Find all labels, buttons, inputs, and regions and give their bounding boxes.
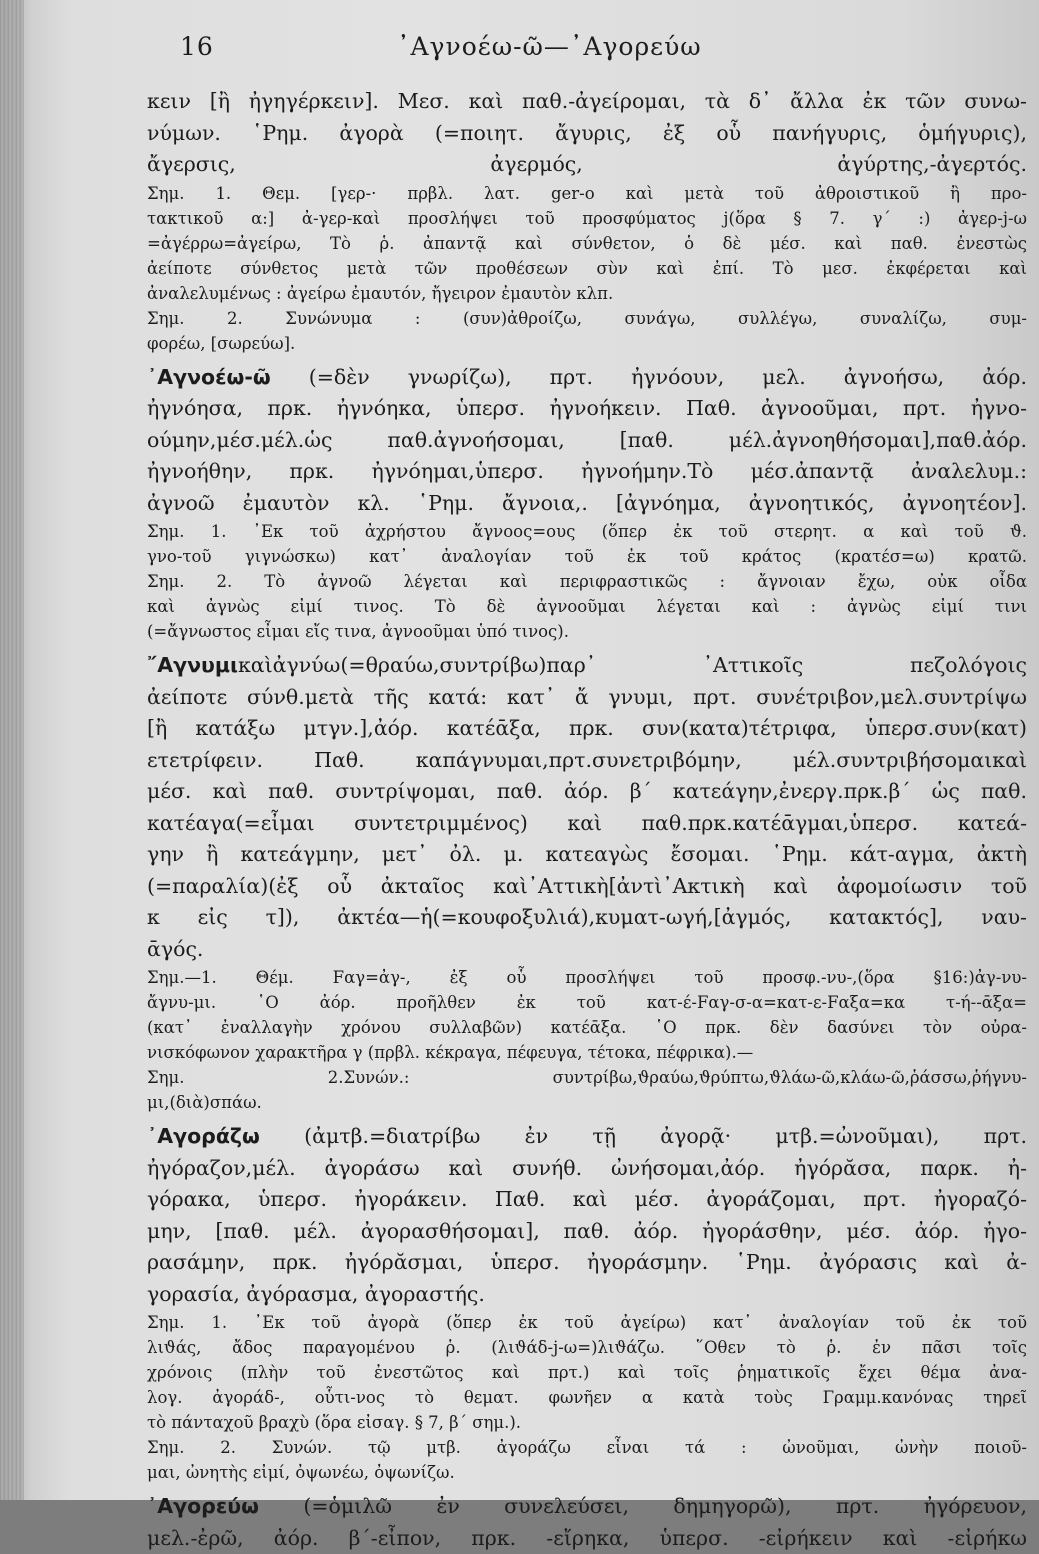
line-text: κατέαγα(=εἶμαι συντετριμμένος) καὶ παθ.πρκ.κατέᾱγμαι,ὑπερσ. κατεά-: [147, 811, 1027, 835]
line-text: μι,(διὰ)σπάω.: [147, 1093, 262, 1112]
line-text: (ἀμτβ.=διατρίβω ἐν τῇ ἀγορᾷ· μτβ.=ὠνοῦμαι), πρτ.: [260, 1124, 1027, 1148]
line-text: ετετρίφειν. Παθ. καπάγνυμαι,πρτ.συνετριβόμην, μέλ.συντριβήσομαικαὶ: [147, 748, 1027, 772]
entry-line: [147, 118, 1027, 150]
line-text: κ εἰς τ]), ἀκτέα—ἡ(=κουφοξυλιά),κυματ-ωγή,[ἀγμός, κατακτός], ναυ-: [147, 905, 1027, 929]
entry-line: [147, 713, 1027, 745]
entry-line: [147, 745, 1027, 777]
entry-headword: ᾿Αγορεύω: [147, 1494, 259, 1518]
line-text: νισκόφωνον χαρακτῆρα γ (πρβλ. κέκραγα, πέφευγα, τέτοκα, πέφρικα).—: [147, 1043, 753, 1062]
page-edge-shadow: [0, 0, 24, 1500]
entry-line: [147, 839, 1027, 871]
line-text: ἄγνυ-μι. ῾Ο ἀόρ. προῆλθεν ἐκ τοῦ κατ-έ-Fαγ-σ-α=κατ-ε-Fαξα=κα τ-ή--ᾱξα=: [147, 993, 1027, 1012]
note-line: [147, 594, 1027, 619]
note-line: [147, 331, 1027, 356]
entry-line: [147, 1491, 1027, 1523]
entry-line: [147, 871, 1027, 903]
entry-line: [147, 650, 1027, 682]
line-text: λιϑάς, ἄδος παραγομένου ῥ. (λιϑάδ-j-ω=)λιϑάζω. ῞Οθεν τὸ ῥ. ἐν πᾶσι τοῖς: [147, 1338, 1027, 1357]
note-line: [147, 1090, 1027, 1115]
entry-line: [147, 1523, 1027, 1554]
line-text: τακτικοῦ α:] ἀ-γερ-καὶ προσλήψει τοῦ προσφύματος j(ὅρα § 7. γ΄ :) ἀγερ-j-ω: [147, 209, 1027, 228]
line-text: γορασία, ἀγόρασμα, ἀγοραστής.: [147, 1282, 485, 1306]
line-text: Σημ. 2. Συνών. τῷ μτβ. ἀγοράζω εἶναι τά : ὠνοῦμαι, ὠνὴν ποιοῦ-: [147, 1438, 1027, 1457]
line-text: Σημ.—1. Θέμ. Fαγ=ἀγ-, ἐξ οὗ προσλήψει τοῦ προσφ.-νυ-,(ὅρα §16:)ἀγ-νυ-: [147, 968, 1027, 987]
entry-line: [147, 393, 1027, 425]
line-text: καὶ ἀγνὼς εἰμί τινος. Τὸ δὲ ἀγνοοῦμαι λέγεται καὶ : ἀγνὼς εἰμί τινι: [147, 597, 1027, 616]
note-line: [147, 231, 1027, 256]
line-text: λογ. ἀγοράδ-, οὗτι-νος τὸ θεματ. φωνῆεν α κατὰ τοὺς Γραμμ.κανόνας τηρεῖ: [147, 1388, 1027, 1407]
line-text: ούμην,μέσ.μέλ.ὡς παθ.ἀγνοήσομαι, [παθ. μέλ.ἀγνοηθήσομαι],παθ.ἀόρ.: [147, 428, 1027, 452]
note-line: [147, 1410, 1027, 1435]
line-text: (κατ᾿ ἐναλλαγὴν χρόνου συλλαβῶν) κατέᾱξα. ῾Ο πρκ. δὲν δασύνει τὸν οὐρα-: [147, 1018, 1027, 1037]
line-text: ἠγόραζον,μέλ. ἀγοράσω καὶ συνήθ. ὠνήσομαι,ἀόρ. ἠγόρᾰσα, παρκ. ἠ-: [147, 1156, 1027, 1180]
entry-line: [147, 808, 1027, 840]
note-line: [147, 1015, 1027, 1040]
line-text: (=ἄγνωστος εἶμαι εἴς τινα, ἀγνοοῦμαι ὑπό τινος).: [147, 622, 569, 641]
entry-line: [147, 86, 1027, 118]
line-text: ἄγερσις, ἀγερμός, ἀγύρτης,-ἀγερτός.: [147, 152, 1027, 176]
entry-line: [147, 362, 1027, 394]
line-text: μαι, ὠνητὴς εἰμί, ὀψωνέω, ὀψωνίζω.: [147, 1463, 455, 1482]
entry-line: [147, 1279, 1027, 1311]
line-text: ρασάμην, πρκ. ἠγόρᾰσμαι, ὑπερσ. ἠγοράσμην. ῾Ρημ. ἀγόρασις καὶ ἀ-: [147, 1250, 1027, 1274]
note-line: [147, 1385, 1027, 1410]
entry-line: [147, 488, 1027, 520]
entry-line: [147, 456, 1027, 488]
line-text: γόρακα, ὑπερσ. ἠγοράκειν. Παθ. καὶ μέσ. ἀγοράζομαι, πρτ. ἠγοραζό-: [147, 1187, 1027, 1211]
line-text: (=παραλία)(ἐξ οὗ ἀκταῖος καὶ᾿Αττικὴ[ἀντὶ᾿Ακτικὴ καὶ ἀφομοίωσιν τοῦ: [147, 874, 1027, 898]
line-text: ἠγνοήθην, πρκ. ἠγνόημαι,ὑπερσ. ἠγνοήμην.Τὸ μέσ.ἀπαντᾷ ἀναλελυμ.:: [147, 459, 1027, 483]
note-line: [147, 990, 1027, 1015]
line-text: μην, [παθ. μέλ. ἀγορασθήσομαι], παθ. ἀόρ. ἠγοράσθην, μέσ. ἀόρ. ἠγο-: [147, 1219, 1027, 1243]
note-line: [147, 544, 1027, 569]
line-text: (=ὁμιλῶ ἐν συνελεύσει, δημηγορῶ), πρτ. ἠγόρευον,: [259, 1494, 1027, 1518]
line-text: ἀναλελυμένως : ἀγείρω ἐμαυτόν, ἤγειρον ἐμαυτὸν κλπ.: [147, 284, 613, 303]
line-text: καὶἀγνύω(=θραύω,συντρίβω)παρ᾿ ᾿Αττικοῖς πεζολόγοις: [238, 653, 1027, 677]
note-line: [147, 569, 1027, 594]
note-line: [147, 306, 1027, 331]
line-text: ἀγνοῶ ἐμαυτὸν κλ. ῾Ρημ. ἄγνοια,. [ἀγνόημα, ἀγνοητικός, ἀγνοητέον].: [147, 491, 1027, 515]
note-line: [147, 1460, 1027, 1485]
line-text: Σημ. 1. ᾿Εκ τοῦ ἀχρήστου ἄγνοος=ους (ὅπερ ἐκ τοῦ στερητ. α καὶ τοῦ ϑ.: [147, 522, 1027, 541]
entry-line: [147, 1153, 1027, 1185]
line-text: φορέω, [σωρεύω].: [147, 334, 295, 353]
line-text: ἀείποτε σύνθ.μετὰ τῆς κατά: κατ᾿ ἄ γνυμι, πρτ. συνέτριβον,μελ.συντρίψω: [147, 685, 1027, 709]
entry-headword: ᾿Αγνοέω-ῶ: [147, 365, 271, 389]
line-text: ἠγνόησα, πρκ. ἠγνόηκα, ὑπερσ. ἠγνοήκειν. Παθ. ἀγνοοῦμαι, πρτ. ἠγνο-: [147, 396, 1027, 420]
entry-line: [147, 682, 1027, 714]
line-text: =ἀγέρρω=ἀγείρω, Τὸ ῥ. ἀπαντᾷ καὶ σύνθετον, ὁ δὲ μέσ. καὶ παθ. ἐνεστὼς: [147, 234, 1027, 253]
line-text: [ἢ κατάξω μτγν.],ἀόρ. κατέᾱξα, πρκ. συν(κατα)τέτριφα, ὑπερσ.συν(κατ): [147, 716, 1027, 740]
entry-line: [147, 902, 1027, 934]
entry-line: [147, 149, 1027, 181]
entry-headword: ᾿Αγοράζω: [147, 1124, 260, 1148]
note-line: [147, 206, 1027, 231]
line-text: Σημ. 1. Θεμ. [γερ-· πρβλ. λατ. ger-o καὶ μετὰ τοῦ ἀθροιστικοῦ ἢ προ-: [147, 184, 1027, 203]
note-line: [147, 619, 1027, 644]
running-head: ᾿Αγνοέω-ῶ—᾿Αγορεύω: [397, 32, 702, 61]
line-text: Σημ. 2. Τὸ ἀγνοῶ λέγεται καὶ περιφραστικῶς : ἄγνοιαν ἔχω, οὐκ οἶδα: [147, 572, 1027, 591]
note-line: [147, 1310, 1027, 1335]
line-text: κειν [ἢ ἠγηγέρκειν]. Μεσ. καὶ παθ.-ἀγείρομαι, τὰ δ᾿ ἄλλα ἐκ τῶν συνω-: [147, 89, 1027, 113]
line-text: γνο-τοῦ γιγνώσκω) κατ᾿ ἀναλογίαν τοῦ ἐκ τοῦ κράτος (κρατέσ=ω) κρατῶ.: [147, 547, 1027, 566]
line-text: γην ἢ κατεάγμην, μετ᾿ ὀλ. μ. κατεαγὼς ἔσομαι. ῾Ρημ. κάτ-αγμα, ἀκτὴ: [147, 842, 1027, 866]
line-text: (=δὲν γνωρίζω), πρτ. ἠγνόουν, μελ. ἀγνοήσω, ἀόρ.: [271, 365, 1027, 389]
note-line: [147, 965, 1027, 990]
entry-headword: ῎Αγνυμι: [147, 653, 238, 677]
line-text: χρόνοις (πλὴν τοῦ ἐνεστῶτος καὶ πρτ.) καὶ τοῖς ῥηματικοῖς ἔχει θέμα ἀνα-: [147, 1363, 1027, 1382]
note-line: [147, 1065, 1027, 1090]
note-line: [147, 256, 1027, 281]
entry-line: [147, 1121, 1027, 1153]
line-text: Σημ. 2. Συνώνυμα : (συν)ἀθροίζω, συνάγω, συλλέγω, συναλίζω, συμ-: [147, 309, 1027, 328]
note-line: [147, 1335, 1027, 1360]
note-line: [147, 519, 1027, 544]
page-header: [0, 30, 1039, 70]
note-line: [147, 1040, 1027, 1065]
entry-line: [147, 934, 1027, 966]
line-text: ἀείποτε σύνθετος μετὰ τῶν προθέσεων σὺν καὶ ἐπί. Τὸ μεσ. ἐκφέρεται καὶ: [147, 259, 1027, 278]
entry-line: [147, 1216, 1027, 1248]
line-text: μέσ. καὶ παθ. συντρίψομαι, παθ. ἀόρ. β΄ κατεάγην,ἐνεργ.πρκ.β΄ ὡς παθ.: [147, 779, 1027, 803]
line-text: τὸ πάνταχοῦ βραχὺ (ὅρα εἰσαγ. § 7, β΄ σημ.).: [147, 1413, 521, 1432]
note-line: [147, 281, 1027, 306]
note-line: [147, 1435, 1027, 1460]
entry-line: [147, 776, 1027, 808]
page-number: 16: [180, 32, 214, 61]
entry-line: [147, 1247, 1027, 1279]
entry-line: [147, 425, 1027, 457]
line-text: Σημ. 1. ᾿Εκ τοῦ ἀγορὰ (ὅπερ ἐκ τοῦ ἀγείρω) κατ᾿ ἀναλογίαν τοῦ ἐκ τοῦ: [147, 1313, 1027, 1332]
text-column: [147, 86, 1027, 1554]
line-text: Σημ. 2.Συνών.: συντρίβω,ϑραύω,ϑρύπτω,ϑλάω-ῶ,κλάω-ῶ,ῥάσσω,ῥήγνυ-: [147, 1068, 1027, 1087]
note-line: [147, 181, 1027, 206]
note-line: [147, 1360, 1027, 1385]
entry-line: [147, 1184, 1027, 1216]
line-text: μελ.-ἐρῶ, ἀόρ. β΄-εἶπον, πρκ. -εἴρηκα, ὑπερσ. -εἰρήκειν καὶ -εἰρήκω: [147, 1526, 1027, 1550]
line-text: ᾱγός.: [147, 937, 203, 961]
line-text: νύμων. ῾Ρημ. ἀγορὰ (=ποιητ. ἄγυρις, ἐξ οὗ πανήγυρις, ὁμήγυρις),: [147, 121, 1027, 145]
